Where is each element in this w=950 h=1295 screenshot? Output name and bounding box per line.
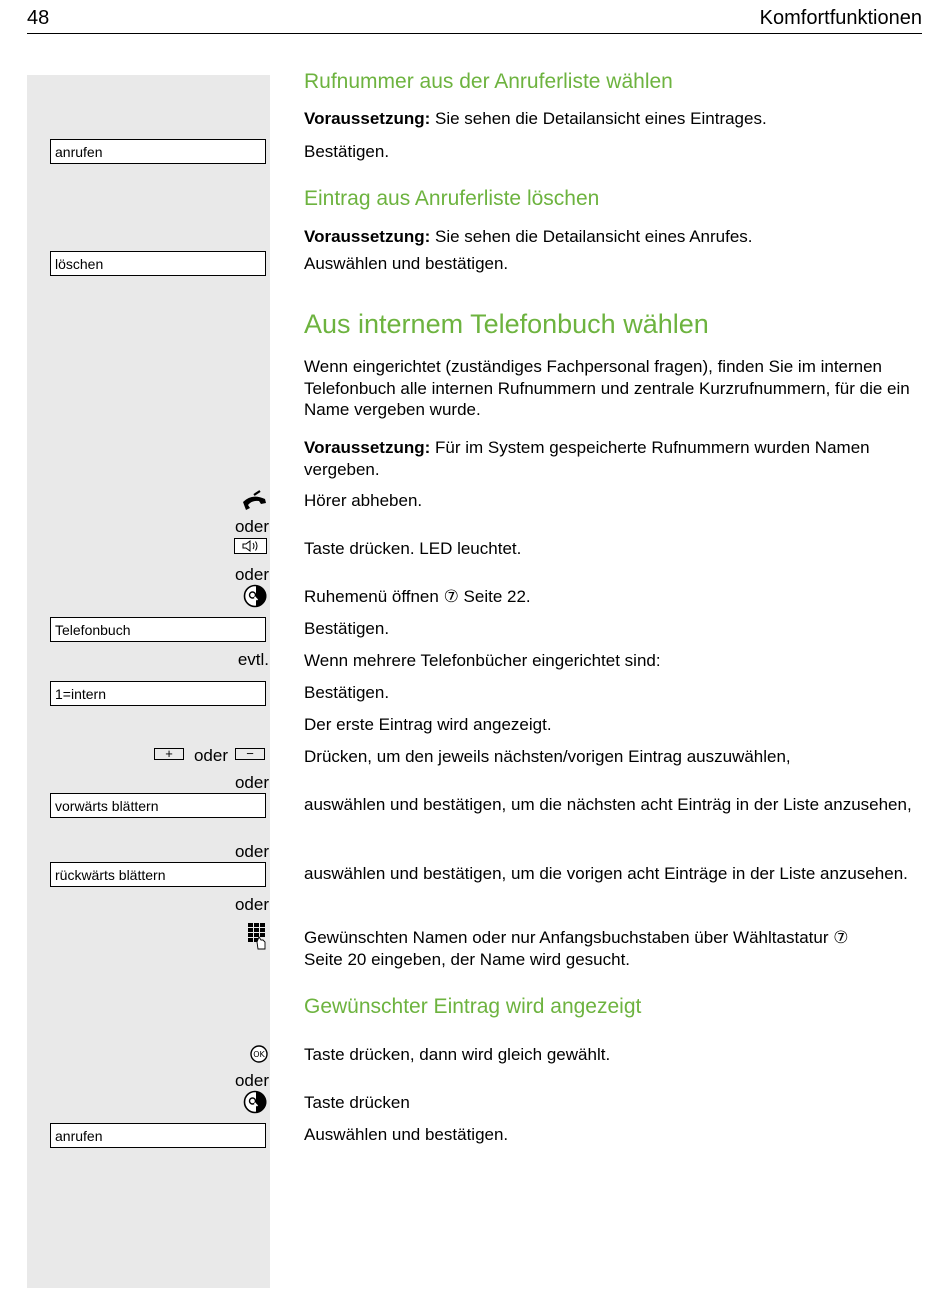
prerequisite-text: Sie sehen die Detailansicht eines Anrufes. [430, 227, 753, 246]
evtl-label: evtl. [237, 650, 269, 669]
step-press-speaker: Taste drücken. LED leuchtet. [304, 539, 522, 558]
step-backward: auswählen und bestätigen, um die vorigen acht Einträge in der Liste anzusehen. [304, 864, 908, 883]
step-confirm: Bestätigen. [304, 142, 390, 161]
step-multiple-phonebooks: Wenn mehrere Telefonbücher eingerichtet sind: [304, 651, 661, 670]
handset-lift-icon [240, 490, 270, 512]
display-option-anrufen[interactable]: anrufen [50, 1123, 266, 1148]
step-forward: auswählen und bestätigen, um die nächsten acht Einträg in der Liste anzusehen, [304, 795, 912, 814]
section-heading-callerlist-dial: Rufnummer aus der Anruferliste wählen [304, 70, 673, 93]
oder-label: oder [234, 565, 269, 584]
prerequisite-label: Voraussetzung: [304, 227, 431, 246]
step-press-ok: Taste drücken, dann wird gleich gewählt. [304, 1045, 611, 1064]
plus-key-icon: + [154, 748, 184, 760]
prerequisite-2 [304, 226, 753, 248]
display-option-vorwaerts-blaettern[interactable]: vorwärts blättern [50, 793, 266, 818]
oder-label: oder [234, 773, 269, 792]
step-enter-name: Gewünschten Namen oder nur Anfangsbuchstaben über Wähltastatur ⑦ Seite 20 eingeben, der Name wird gesucht. [304, 928, 849, 969]
prerequisite-label: Voraussetzung: [304, 438, 431, 457]
chapter-title: Komfortfunktionen [759, 7, 922, 29]
step-open-idle-menu: Ruhemenü öffnen ⑦ Seite 22. [304, 587, 531, 606]
display-option-loeschen[interactable]: löschen [50, 251, 266, 276]
display-option-rueckwaerts-blaettern[interactable]: rückwärts blättern [50, 862, 266, 887]
step-select-confirm: Auswählen und bestätigen. [304, 1125, 509, 1144]
prerequisite-label: Voraussetzung: [304, 109, 431, 128]
minus-key-icon: − [235, 748, 265, 760]
step-lift-handset: Hörer abheben. [304, 491, 423, 510]
section-heading-callerlist-delete: Eintrag aus Anruferliste löschen [304, 187, 600, 210]
navigator-key-icon [243, 1090, 268, 1114]
oder-label: oder [234, 895, 269, 914]
oder-label: oder [234, 842, 269, 861]
prerequisite-1 [304, 108, 767, 130]
oder-label: oder [234, 517, 269, 536]
oder-label: oder [193, 746, 228, 765]
header-divider [27, 33, 922, 34]
section-heading-entry-shown: Gewünschter Eintrag wird angezeigt [304, 995, 642, 1018]
display-option-intern[interactable]: 1=intern [50, 681, 266, 706]
navigator-key-icon [243, 584, 268, 608]
first-entry-shown: Der erste Eintrag wird angezeigt. [304, 715, 552, 734]
speaker-key-icon [234, 538, 267, 554]
prerequisite-text: Für im System gespeicherte Rufnummern wurden Namen vergeben. [304, 438, 870, 479]
step-press-key: Taste drücken [304, 1093, 410, 1112]
step-confirm: Bestätigen. [304, 683, 390, 702]
prerequisite-3 [304, 437, 924, 480]
step-select-confirm: Auswählen und bestätigen. [304, 254, 509, 273]
chapter-heading-internal-phonebook: Aus internem Telefonbuch wählen [304, 309, 709, 339]
display-option-telefonbuch[interactable]: Telefonbuch [50, 617, 266, 642]
prerequisite-text: Sie sehen die Detailansicht eines Eintrages. [430, 109, 767, 128]
step-confirm: Bestätigen. [304, 619, 390, 638]
display-option-anrufen[interactable]: anrufen [50, 139, 266, 164]
svg-text:OK: OK [253, 1050, 265, 1059]
step-navigate-entries: Drücken, um den jeweils nächsten/vorigen Eintrag auszuwählen, [304, 747, 791, 766]
intro-paragraph: Wenn eingerichtet (zuständiges Fachpersonal fragen), finden Sie im internen Telefonbuch alle internen Rufnummern und zentrale Kurzrufnummern, für die ein Name vergeben wurde. [304, 357, 910, 419]
ok-key-icon [250, 1045, 268, 1063]
oder-label: oder [234, 1071, 269, 1090]
keypad-icon [246, 922, 270, 950]
page-number: 48 [27, 7, 50, 29]
